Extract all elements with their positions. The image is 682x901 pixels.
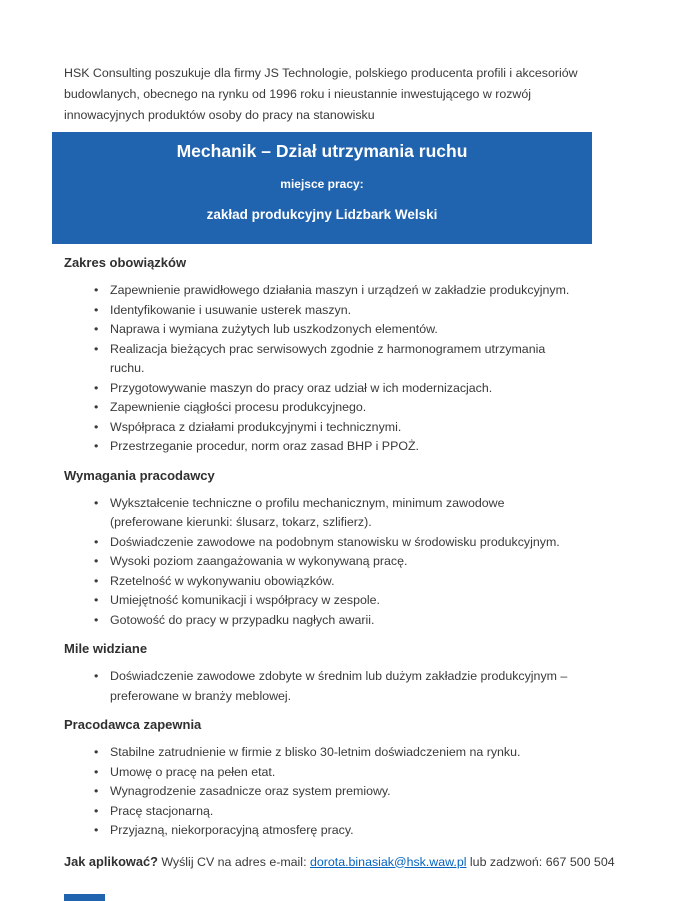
apply-phone-number: 667 500 504: [545, 854, 615, 869]
bullet-item: • Zapewnienie ciągłości procesu produkcyjnego.: [94, 398, 574, 418]
bullet-item: • Wynagrodzenie zasadnicze oraz system premiowy.: [94, 782, 574, 802]
job-title-banner: [52, 132, 592, 244]
bullet-item: • Stabilne zatrudnienie w firmie z blisko 30-letnim doświadczeniem na rynku.: [94, 743, 574, 763]
bullet-item: • Gotowość do pracy w przypadku nagłych awarii.: [94, 611, 574, 631]
workplace-location: zakład produkcyjny Lidzbark Welski: [206, 207, 438, 222]
email-link[interactable]: dorota.binasiak@hsk.waw.pl: [309, 854, 467, 869]
sections-container: [0, 254, 682, 841]
bullet-item: • Doświadczenie zawodowe zdobyte w średnim lub dużym zakładzie produkcyjnym – preferowane w branży meblowej.: [94, 667, 574, 706]
section-heading: Wymagania pracodawcy: [64, 467, 215, 483]
bullet-item: • Pracę stacjonarną.: [94, 802, 574, 822]
apply-connector-text: lub zadzwoń:: [466, 854, 546, 869]
section-heading: Zakres obowiązków: [64, 255, 187, 270]
bullet-list: [94, 494, 574, 631]
next-banner-fragment: [64, 894, 105, 901]
bullet-list: [94, 281, 574, 457]
bullet-item: • Umiejętność komunikacji i współpracy w zespole.: [94, 591, 574, 611]
apply-instruction-text: Wyślij CV na adres e-mail:: [157, 854, 310, 869]
bullet-item: • Zapewnienie prawidłowego działania maszyn i urządzeń w zakładzie produkcyjnym.: [94, 281, 574, 301]
bullet-list: [94, 667, 574, 706]
intro-paragraph: HSK Consulting poszukuje dla firmy JS Technologie, polskiego producenta profili i akcesoriów budowlanych, obecnego na rynku od 1996 roku i nieustannie inwestującego w rozwój innowacyjnych produktów osoby do pracy na stanowisku: [64, 66, 578, 122]
bullet-item: • Rzetelność w wykonywaniu obowiązków.: [94, 572, 574, 592]
application-instructions: [64, 853, 682, 871]
section-heading: Mile widziane: [64, 641, 148, 656]
bullet-item: • Wykształcenie techniczne o profilu mechanicznym, minimum zawodowe (preferowane kierunki: ślusarz, tokarz, szlifierz).: [94, 494, 574, 533]
apply-question: Jak aplikować?: [64, 853, 158, 869]
section-heading: Pracodawca zapewnia: [64, 717, 202, 732]
bullet-item: • Realizacja bieżących prac serwisowych zgodnie z harmonogramem utrzymania ruchu.: [94, 340, 574, 379]
bullet-item: • Doświadczenie zawodowe na podobnym stanowisku w środowisku produkcyjnym.: [94, 533, 574, 553]
bullet-item: • Przyjazną, niekorporacyjną atmosferę pracy.: [94, 821, 574, 841]
workplace-label: miejsce pracy:: [280, 177, 364, 191]
bullet-item: • Przygotowywanie maszyn do pracy oraz udział w ich modernizacjach.: [94, 379, 574, 399]
bullet-item: • Naprawa i wymiana zużytych lub uszkodzonych elementów.: [94, 320, 574, 340]
bullet-item: • Współpraca z działami produkcyjnymi i technicznymi.: [94, 418, 574, 438]
bullet-item: • Wysoki poziom zaangażowania w wykonywaną pracę.: [94, 552, 574, 572]
bullet-item: • Identyfikowanie i usuwanie usterek maszyn.: [94, 301, 574, 321]
job-title: Mechanik – Dział utrzymania ruchu: [176, 141, 468, 161]
bullet-list: [94, 743, 574, 841]
bullet-item: • Przestrzeganie procedur, norm oraz zasad BHP i PPOŻ.: [94, 437, 574, 457]
bullet-item: • Umowę o pracę na pełen etat.: [94, 763, 574, 783]
